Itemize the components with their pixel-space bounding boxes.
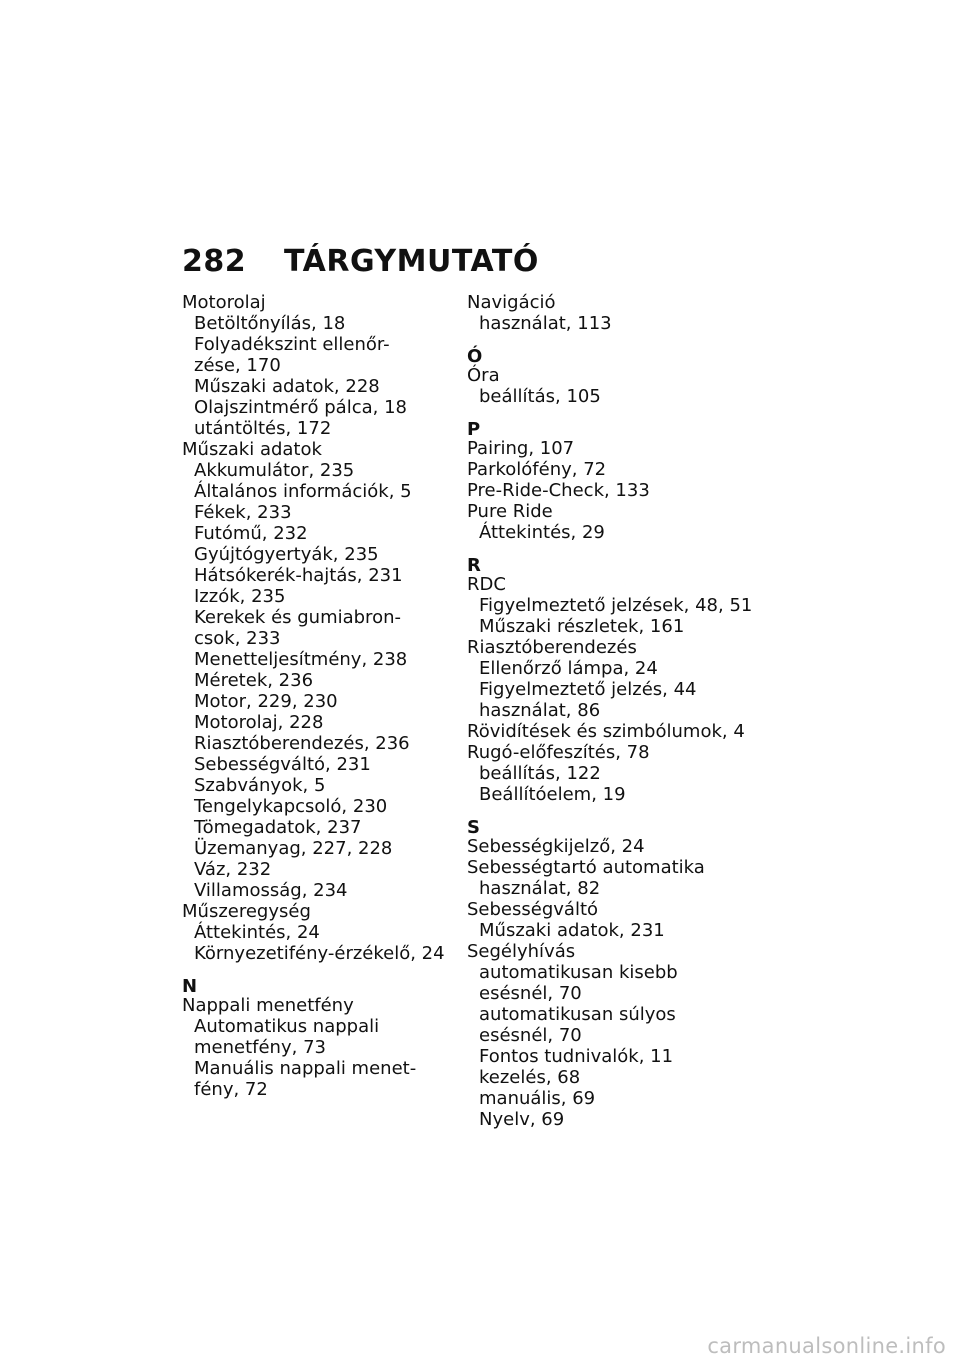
- index-entry: Műszeregység: [182, 901, 311, 922]
- index-subentry: Hátsókerék-hajtás, 231: [194, 565, 403, 586]
- index-entry: Parkolófény, 72: [467, 459, 607, 480]
- index-subentry: Szabványok, 5: [194, 775, 326, 796]
- index-subentry: Manuális nappali menet-: [194, 1058, 417, 1079]
- index-subentry: beállítás, 122: [479, 763, 601, 784]
- index-subentry: Izzók, 235: [194, 586, 286, 607]
- index-subentry: Üzemanyag, 227, 228: [194, 838, 393, 859]
- index-entry: Navigáció: [467, 292, 556, 313]
- index-subentry: Olajszintmérő pálca, 18: [194, 397, 407, 418]
- index-subentry: használat, 86: [479, 700, 601, 721]
- index-column-left: [182, 292, 457, 1100]
- index-section-letter: P: [467, 419, 481, 440]
- index-subentry: Akkumulátor, 235: [194, 460, 355, 481]
- index-subentry: Környezetifény-érzékelő, 24: [194, 943, 445, 964]
- index-subentry: kezelés, 68: [479, 1067, 581, 1088]
- index-subentry: Áttekintés, 24: [194, 922, 320, 943]
- index-entry: Pre-Ride-Check, 133: [467, 480, 650, 501]
- index-subentry: fény, 72: [194, 1079, 268, 1100]
- page-number: 282: [182, 244, 247, 279]
- index-subentry: esésnél, 70: [479, 1025, 582, 1046]
- watermark: carmanualsonline.info: [707, 1334, 946, 1358]
- index-subentry: Figyelmeztető jelzések, 48, 51: [479, 595, 753, 616]
- index-entry: Sebességváltó: [467, 899, 599, 920]
- index-subentry: Ellenőrző lámpa, 24: [479, 658, 658, 679]
- index-subentry: Villamosság, 234: [194, 880, 348, 901]
- index-subentry: Tömegadatok, 237: [194, 817, 362, 838]
- index-subentry: Műszaki részletek, 161: [479, 616, 685, 637]
- index-entry: RDC: [467, 574, 506, 595]
- index-entry: Motorolaj: [182, 292, 266, 313]
- index-section-letter: Ó: [467, 346, 483, 367]
- index-subentry: Automatikus nappali: [194, 1016, 380, 1037]
- index-entry: Óra: [467, 365, 500, 386]
- index-entry: Műszaki adatok: [182, 439, 322, 460]
- index-subentry: használat, 82: [479, 878, 601, 899]
- index-section-letter: N: [182, 976, 198, 997]
- index-subentry: Beállítóelem, 19: [479, 784, 626, 805]
- index-entry: Sebességkijelző, 24: [467, 836, 645, 857]
- index-entry: Pure Ride: [467, 501, 553, 522]
- index-subentry: manuális, 69: [479, 1088, 596, 1109]
- index-subentry: Motor, 229, 230: [194, 691, 338, 712]
- index-subentry: utántöltés, 172: [194, 418, 332, 439]
- index-entry: Segélyhívás: [467, 941, 576, 962]
- index-entry: Pairing, 107: [467, 438, 575, 459]
- index-subentry: Kerekek és gumiabron-: [194, 607, 401, 628]
- index-entry: Rövidítések és szimbólumok, 4: [467, 721, 745, 742]
- index-entry: Nappali menetfény: [182, 995, 354, 1016]
- index-entry: Sebességtartó automatika: [467, 857, 705, 878]
- index-subentry: Áttekintés, 29: [479, 522, 605, 543]
- index-subentry: automatikusan kisebb: [479, 962, 678, 983]
- page-title: TÁRGYMUTATÓ: [284, 244, 539, 279]
- index-subentry: Általános információk, 5: [194, 481, 412, 502]
- index-subentry: Fékek, 233: [194, 502, 292, 523]
- index-subentry: Menetteljesítmény, 238: [194, 649, 408, 670]
- index-entry: Riasztóberendezés: [467, 637, 637, 658]
- index-subentry: zése, 170: [194, 355, 281, 376]
- index-column-right: [467, 292, 767, 1130]
- index-section-letter: S: [467, 817, 480, 838]
- index-subentry: Műszaki adatok, 228: [194, 376, 380, 397]
- index-subentry: beállítás, 105: [479, 386, 601, 407]
- index-subentry: esésnél, 70: [479, 983, 582, 1004]
- index-section-letter: R: [467, 555, 481, 576]
- index-subentry: Futómű, 232: [194, 523, 308, 544]
- index-subentry: Váz, 232: [194, 859, 272, 880]
- index-subentry: Figyelmeztető jelzés, 44: [479, 679, 697, 700]
- index-subentry: csok, 233: [194, 628, 281, 649]
- index-subentry: Fontos tudnivalók, 11: [479, 1046, 674, 1067]
- index-subentry: Méretek, 236: [194, 670, 314, 691]
- index-subentry: Riasztóberendezés, 236: [194, 733, 410, 754]
- index-subentry: Betöltőnyílás, 18: [194, 313, 346, 334]
- index-subentry: automatikusan súlyos: [479, 1004, 676, 1025]
- index-subentry: menetfény, 73: [194, 1037, 326, 1058]
- index-subentry: Sebességváltó, 231: [194, 754, 371, 775]
- index-subentry: Nyelv, 69: [479, 1109, 565, 1130]
- index-subentry: Műszaki adatok, 231: [479, 920, 665, 941]
- index-subentry: használat, 113: [479, 313, 612, 334]
- index-subentry: Gyújtógyertyák, 235: [194, 544, 379, 565]
- index-subentry: Folyadékszint ellenőr-: [194, 334, 390, 355]
- index-entry: Rugó-előfeszítés, 78: [467, 742, 650, 763]
- index-subentry: Tengelykapcsoló, 230: [194, 796, 388, 817]
- page-header: [182, 244, 539, 284]
- index-subentry: Motorolaj, 228: [194, 712, 324, 733]
